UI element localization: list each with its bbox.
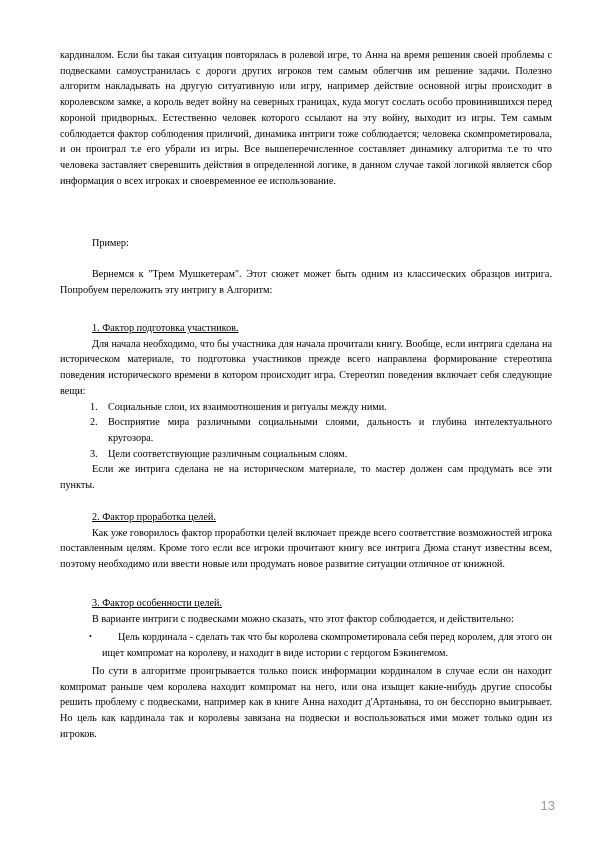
- section-3-closing: По сути в алгоритме проигрывается только поиск информации кординалом в случае если он находит компромат раньше чем королева находит компромат на него, или она изыщет какие-нибудь другие способы решить проблему с подвесками, например как в книге Анна находит д'Артаньяна, то он бесспорно выигрывает. Но цель как кардинала так и королевы завязана на подвески и воспользоваться ими может только один из игроков.: [60, 665, 552, 740]
- list-item: 3. Цели соответствующие различным социальным слоям.: [90, 448, 348, 460]
- bullet-item: [60, 630, 552, 661]
- section-2-paragraph: Как уже говорилось фактор проработки целей включает прежде всего соответствие возможностей игрока поставленным целям. Кроме того если все игроки прочитают книгу все интрига Дюма станут известны всем, поэтому необходимо или ввести новые или продумать новое развитие ситуации отличное от книжной.: [60, 527, 552, 571]
- list-item: 1. Социальные слои, их взаимоотношения и ритуалы между ними.: [90, 401, 387, 413]
- page-number: 13: [540, 798, 555, 813]
- section-1-list: [60, 400, 552, 463]
- section-1-after: Если же интрига сделана не на историческом материале, то мастер должен сам продумать все эти пункты.: [60, 464, 552, 492]
- bullet-text: Цель кординала - сделать так что бы королева скомпрометировала себя перед королем, для этого он ищет компромат на королеву, и находит в виде истории с герцогом Бэкингемом.: [102, 632, 552, 660]
- example-block: [60, 236, 552, 252]
- section-3: [60, 596, 552, 742]
- section-2: [60, 510, 552, 573]
- section-3-paragraph: В варианте интриги с подвесками можно сказать, что этот фактор соблюдается, и действительно:: [92, 613, 514, 625]
- example-paragraph: Вернемся к "Трем Мушкетерам". Этот сюжет может быть одним из классических образцов интрига. Попробуем переложить эту интригу в Алгоритм:: [60, 269, 552, 296]
- intro-block: [60, 48, 552, 189]
- section-1-paragraph: Для начала необходимо, что бы участника для начала прочитали книгу. Вообще, если интрига сделана на историческом материале, то подготовка участников прежде всего направлена формирование стереотипа поведения исторического времени в котором происходит игра. Стереотип поведения включает себя следующие вещи:: [60, 338, 552, 397]
- bullet-icon: •: [89, 632, 92, 642]
- section-2-heading: 2. Фактор проработка целей.: [92, 512, 216, 523]
- section-1-heading: 1. Фактор подготовка участников.: [92, 323, 239, 334]
- example-label: Пример:: [92, 238, 129, 249]
- example-text-block: [60, 267, 552, 298]
- intro-paragraph: кардиналом. Если бы такая ситуация повторялась в ролевой игре, то Анна на время решения своей проблемы с подвесками самоустранилась с дороги других игроков тем самым облегчив им решение задачи. Полезно алгоритм накладывать на другую ситуативную или игру, например действие основной игры происходит в королевском замке, а король ведет войну на северных границах, куда могут сослать особо провинившихся перед короной придворных. Естественно человек которого ссылают на эту войну, выходит из игры. Тем самым соблюдается фактор соблюдения приличий, динамика интриги тоже соблюдается; человека скомпрометировала, и он проиграл т.е его убрали из игры. Все вышеперечисленное составляет динамику алгоритма т.е то что человека заставляет сверевшить действия в определенной логике, в данном случае такой логикой является сбор информация о всех игроках и своевременное ее использование.: [60, 50, 552, 187]
- section-1: [60, 321, 552, 494]
- section-3-heading: 3. Фактор особенности целей.: [92, 598, 222, 609]
- list-item: 2. Восприятие мира различными социальными слоями, дальность и глубина интелектуального кругозора.: [90, 417, 552, 444]
